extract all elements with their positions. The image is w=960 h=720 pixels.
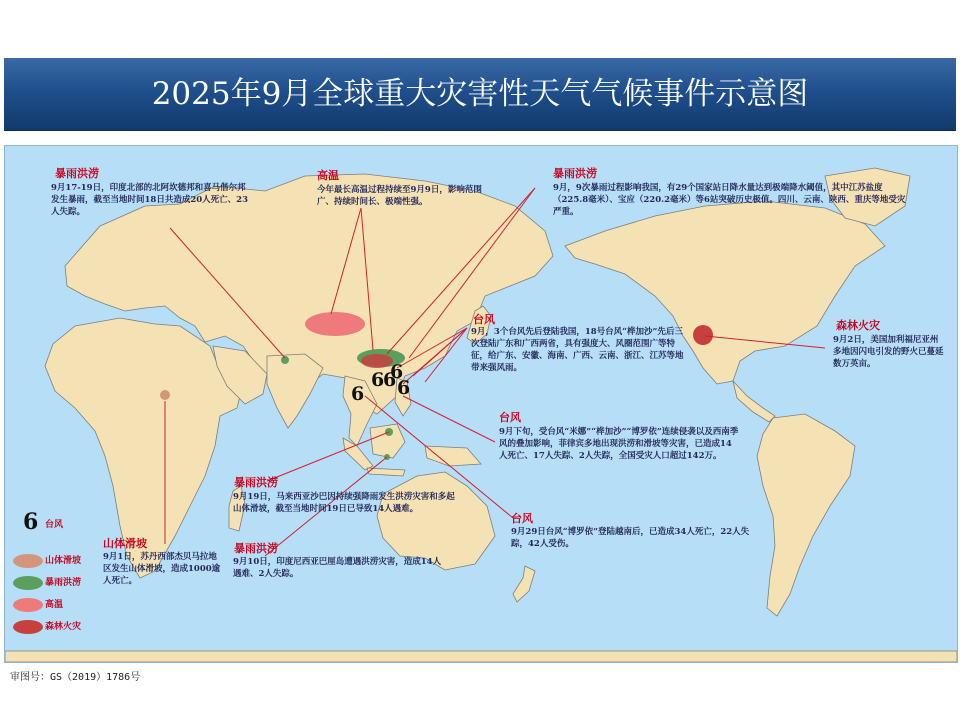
- india-flood-desc: 9月17-19日，印度北部的北阿坎德邦和喜马偕尔邦发生暴雨，截至当地时间18日共造成20人死亡、23人失踪。: [51, 183, 248, 217]
- ethiopia-landslide-marker: [160, 390, 170, 400]
- legend-flood-label: 暴雨洪涝: [45, 578, 82, 588]
- heat-title: 高温: [317, 169, 339, 182]
- antarctica-landmass: [5, 651, 957, 662]
- legend-wildfire-label: 森林火灾: [45, 622, 82, 632]
- heat-desc: 今年最长高温过程持续至9月9日，影响范围广、持续时间长、极端性强。: [317, 185, 482, 207]
- wildfire-title: 森林火灾: [836, 319, 880, 332]
- map-approval-code: 审图号：GS（2019）1786号: [10, 672, 141, 683]
- title-banner: [4, 58, 956, 131]
- map-title: 2025年9月全球重大灾害性天气气候事件示意图: [151, 76, 809, 112]
- new-zealand-landmass: [513, 566, 535, 602]
- typhoon-symbol-1: 6: [351, 383, 365, 405]
- china-flood-desc: 9月，9次暴雨过程影响我国，有29个国家站日降水量达到极端降水阈值，其中江苏盐度（225.8毫米）、宝应（220.2毫米）等6站突破历史极值。四川、云南、陕西、重庆等地受灾严重。: [553, 183, 906, 217]
- california-wildfire-marker: [693, 325, 713, 345]
- india-landmass: [267, 354, 323, 428]
- legend-heat-label: 高温: [45, 600, 64, 610]
- typhoon-symbol-2: 6: [371, 369, 385, 391]
- legend-landslide-label: 山体滑坡: [45, 556, 82, 566]
- vietnam-typhoon-title: 台风: [511, 512, 533, 525]
- typhoon-symbol-5: 6: [397, 377, 411, 399]
- landslide-swatch: [13, 554, 43, 568]
- south-america-landmass: [757, 414, 855, 616]
- world-map: [4, 145, 958, 663]
- wildfire-desc: 9月2日，美国加利福尼亚州多地因闪电引发的野火已蔓延数万英亩。: [833, 335, 944, 369]
- land-masses: [5, 168, 957, 662]
- flood-swatch: [13, 576, 43, 590]
- heat-swatch: [13, 598, 43, 612]
- wildfire-swatch: [13, 620, 43, 634]
- indonesia-flood-title: 暴雨洪涝: [234, 542, 278, 555]
- indonesia-flood-desc: 9月10日，印度尼西亚巴厘岛遭遇洪涝灾害，造成14人遇难、2人失踪。: [233, 557, 442, 579]
- china-flood-title: 暴雨洪涝: [553, 167, 597, 180]
- china-typhoon-desc: 9月，3个台风先后登陆我国，18号台风“桦加沙”先后三次登陆广东和广西两省，具有强度大、风圈范围广等特征，给广东、安徽、海南、广西、云南、浙江、江苏等地带来强风雨。: [471, 327, 684, 373]
- typhoon-symbol-4: 6: [390, 361, 404, 383]
- malaysia-flood-title: 暴雨洪涝: [234, 476, 278, 489]
- china-wildfire-overlap-marker: [361, 354, 393, 368]
- malaysia-flood-desc: 9月19日，马来西亚沙巴因持续强降雨发生洪涝灾害和多起山体滑坡，截至当地时间19日已导致14人遇难。: [233, 492, 455, 514]
- new-guinea-landmass: [425, 446, 481, 466]
- philippines-typhoon-leader: [403, 396, 495, 442]
- central-america-landmass: [733, 381, 775, 422]
- philippines-typhoon-title: 台风: [499, 411, 521, 424]
- china-typhoon-title: 台风: [473, 313, 495, 326]
- philippines-typhoon-desc: 9月下旬，受台风“米娜”“桦加沙”“博罗依”连续侵袭以及西南季风的叠加影响，菲律宾多地出现洪涝和滑坡等灾害，已造成14人死亡、17人失踪、2人失踪，全国受灾人口超过142万。: [499, 427, 739, 461]
- legend-typhoon-icon: 6: [23, 509, 39, 535]
- india-flood-marker: [281, 356, 289, 364]
- legend-typhoon-label: 台风: [45, 520, 64, 530]
- typhoon-symbol-3: 6: [383, 369, 397, 391]
- ethiopia-landslide-desc: 9月1日，苏丹西部杰贝马拉地区发生山体滑坡，造成1000逾人死亡。: [103, 552, 221, 586]
- ethiopia-landslide-title: 山体滑坡: [103, 537, 147, 550]
- india-flood-title: 暴雨洪涝: [55, 167, 99, 180]
- heat-marker: [305, 312, 365, 336]
- vietnam-typhoon-desc: 9月29日台风“博罗依”登陆越南后，已造成34人死亡，22人失踪，42人受伤。: [511, 527, 750, 549]
